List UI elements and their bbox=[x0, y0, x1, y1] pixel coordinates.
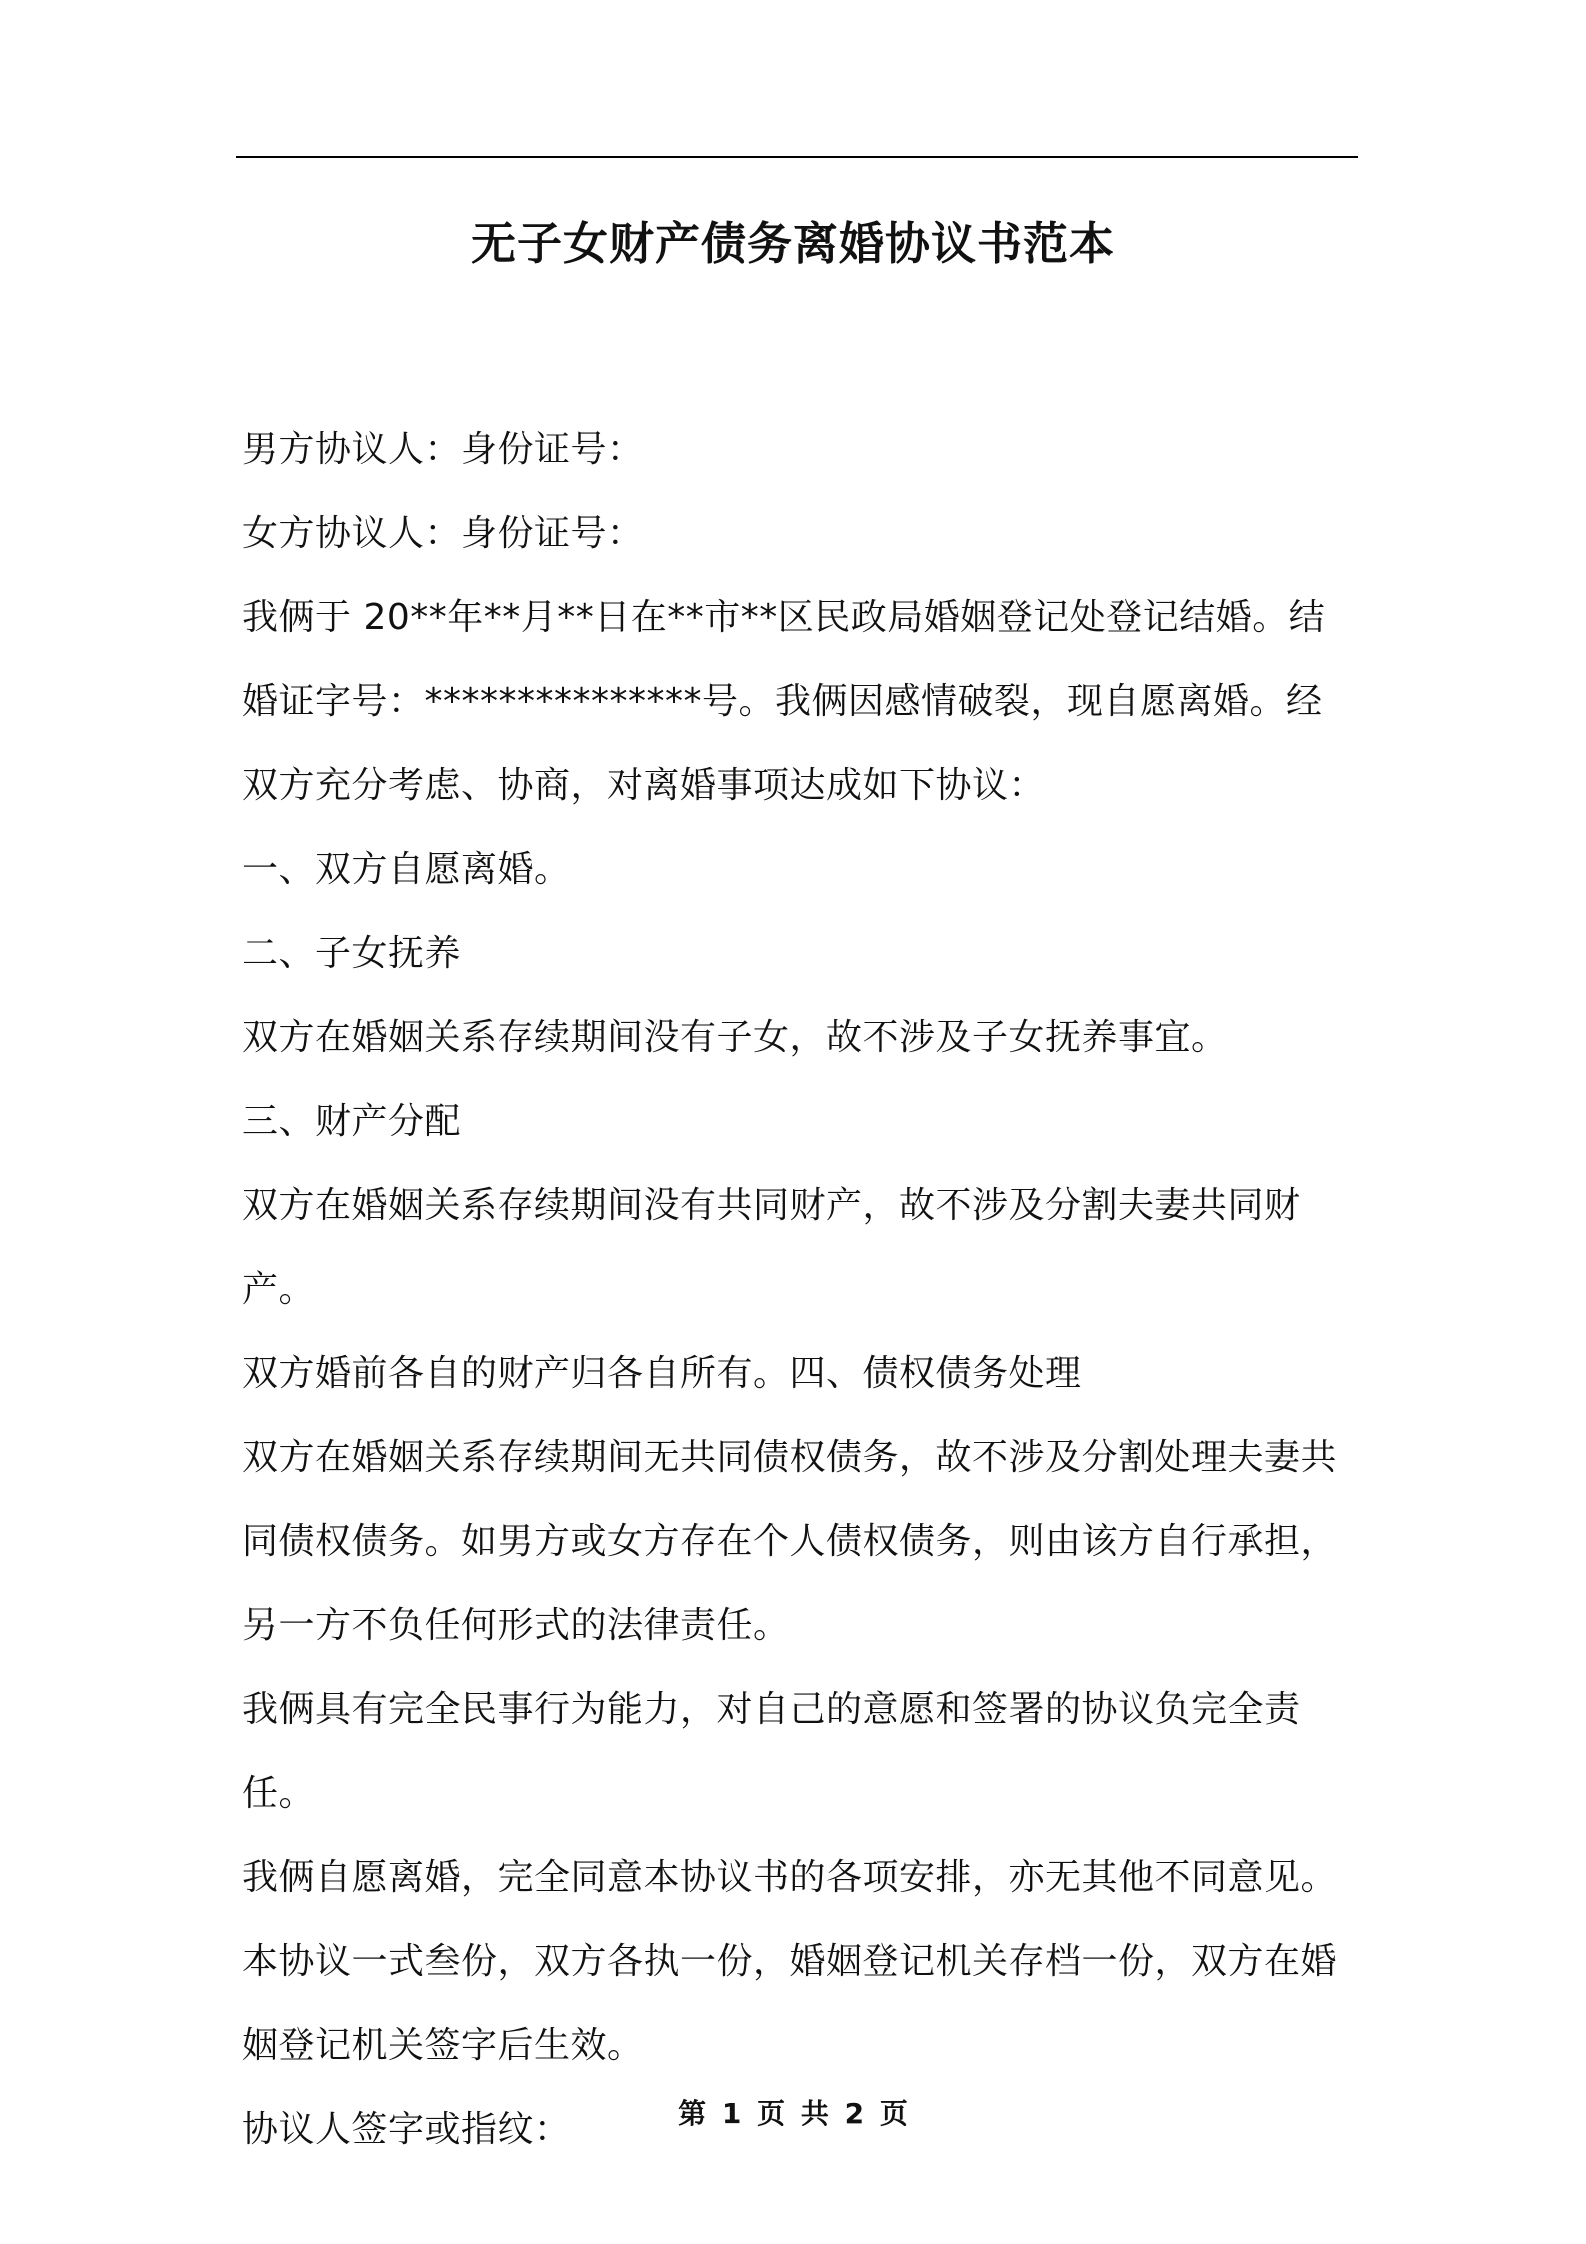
clause-4-text-line-3: 另一方不负任何形式的法律责任。 bbox=[242, 1605, 790, 1646]
clause-2-heading: 二、子女抚养 bbox=[242, 933, 462, 974]
copies-statement-line-2: 姻登记机关签字后生效。 bbox=[242, 2025, 644, 2066]
clause-2-text: 双方在婚姻关系存续期间没有子女，故不涉及子女抚养事宜。 bbox=[242, 1017, 1228, 1058]
capacity-statement: 我俩具有完全民事行为能力，对自己的意愿和签署的协议负完全责任。 bbox=[242, 1689, 1301, 1814]
male-party-line: 男方协议人：身份证号： bbox=[242, 429, 644, 470]
marriage-info-line-3: 双方充分考虑、协商，对离婚事项达成如下协议： bbox=[242, 765, 1046, 806]
signature-line: 协议人签字或指纹： bbox=[242, 2109, 571, 2150]
document-title: 无子女财产债务离婚协议书范本 bbox=[470, 217, 1115, 270]
document-body bbox=[242, 408, 1370, 2172]
clause-4-text-line-1: 双方在婚姻关系存续期间无共同债权债务，故不涉及分割处理夫妻共 bbox=[242, 1437, 1338, 1478]
marriage-info-line-2: 婚证字号：***************号。我俩因感情破裂，现自愿离婚。经 bbox=[242, 681, 1323, 722]
page-number: 第 1 页 共 2 页 bbox=[678, 2097, 908, 2130]
clause-3-text-line-2: 双方婚前各自的财产归各自所有。四、债权债务处理 bbox=[242, 1353, 1082, 1394]
header-divider bbox=[236, 156, 1358, 158]
clause-3-heading: 三、财产分配 bbox=[242, 1101, 462, 1142]
female-party-line: 女方协议人：身份证号： bbox=[242, 513, 644, 554]
consent-statement: 我俩自愿离婚，完全同意本协议书的各项安排，亦无其他不同意见。 bbox=[242, 1857, 1338, 1898]
copies-statement-line-1: 本协议一式叁份，双方各执一份，婚姻登记机关存档一份，双方在婚 bbox=[242, 1941, 1338, 1982]
marriage-info-line-1: 我俩于 20**年**月**日在**市**区民政局婚姻登记处登记结婚。结 bbox=[242, 597, 1326, 638]
clause-1-heading: 一、双方自愿离婚。 bbox=[242, 849, 571, 890]
clause-4-text-line-2: 同债权债务。如男方或女方存在个人债权债务，则由该方自行承担， bbox=[242, 1521, 1338, 1562]
clause-3-text-line-1: 双方在婚姻关系存续期间没有共同财产，故不涉及分割夫妻共同财产。 bbox=[242, 1185, 1301, 1310]
